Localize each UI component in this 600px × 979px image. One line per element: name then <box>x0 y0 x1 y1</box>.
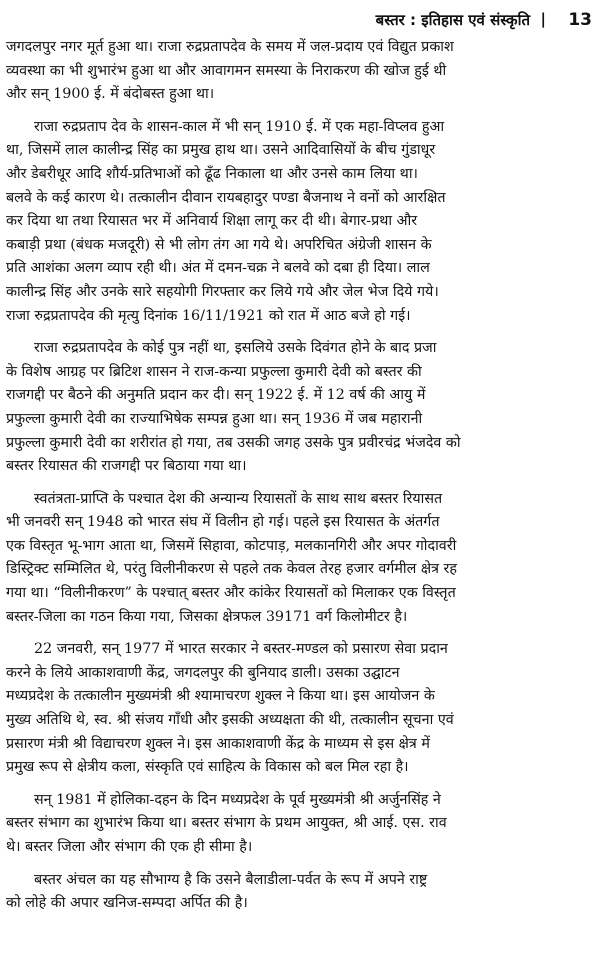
text-line: बस्तर संभाग का शुभारंभ किया था। बस्तर संभाग के प्रथम आयुक्त, श्री आई. एस. राव <box>6 815 447 832</box>
text-line: राजा रुद्रप्रतापदेव के कोई पुत्र नहीं था, इसलिये उसके दिवंगत होने के बाद प्रजा <box>34 340 437 357</box>
header-separator: | <box>540 10 546 28</box>
text-line: भी जनवरी सन् 1948 को भारत संघ में विलीन हो गई। पहले इस रियासत के अंतर्गत <box>6 514 440 531</box>
text-line: राजगद्दी पर बैठने की अनुमति प्रदान कर दी। सन् 1922 ई. में 12 वर्ष की आयु में <box>6 387 426 404</box>
text-line: प्रफुल्ला कुमारी देवी का शरीरांत हो गया, तब उसकी जगह उसके पुत्र प्रवीरचंद्र भंजदेव को <box>6 434 461 451</box>
text-line: 22 जनवरी, सन् 1977 में भारत सरकार ने बस्तर-मण्डल को प्रसारण सेवा प्रदान <box>34 641 448 658</box>
text-line: कालीन्द्र सिंह और उनके सारे सहयोगी गिरफ्तार कर लिये गये और जेल भेज दिये गये। <box>6 283 439 300</box>
page-number: 13 <box>568 10 592 30</box>
text-line: स्वतंत्रता-प्राप्ति के पश्चात देश की अन्यान्य रियासतों के साथ साथ बस्तर रियासत <box>34 490 443 507</box>
text-line: जगदलपुर नगर मूर्त हुआ था। राजा रुद्रप्रतापदेव के समय में जल-प्रदाय एवं विद्युत प्रकाश <box>6 39 454 55</box>
page-header <box>0 10 600 32</box>
paragraph-4 <box>6 488 596 630</box>
text-line: राजा रुद्रप्रताप देव के शासन-काल में भी सन् 1910 ई. में एक महा-विप्लव हुआ <box>34 118 445 135</box>
paragraph-6 <box>6 789 596 860</box>
text-line: कर दिया था तथा रियासत भर में अनिवार्य शिक्षा लागू कर दी थी। बेगार-प्रथा और <box>6 213 418 230</box>
text-line: को लोहे की अपार खनिज-सम्पदा अर्पित की है। <box>6 895 248 912</box>
text-line: बलवे के कई कारण थे। तत्कालीन दीवान रायबहादुर पण्डा बैजनाथ ने वनों को आरक्षित <box>6 189 446 206</box>
paragraph-3 <box>6 337 596 479</box>
text-line: कबाड़ी प्रथा (बंधक मजदूरी) से भी लोग तंग आ गये थे। अपरिचित अंग्रेजी शासन के <box>6 236 432 253</box>
paragraph-1 <box>6 36 596 107</box>
text-line: बस्तर-जिला का गठन किया गया, जिसका क्षेत्रफल 39171 वर्ग किलोमीटर है। <box>6 608 408 625</box>
text-line: थे। बस्तर जिला और संभाग की एक ही सीमा है। <box>6 839 253 855</box>
text-line: राजा रुद्रप्रतापदेव की मृत्यु दिनांक 16/11/1921 को रात में आठ बजे हो गई। <box>6 307 411 324</box>
paragraph-7 <box>6 869 596 916</box>
text-line: सन् 1981 में होलिका-दहन के दिन मध्यप्रदेश के पूर्व मुख्यमंत्री श्री अर्जुनसिंह ने <box>34 791 441 808</box>
text-line: मध्यप्रदेश के तत्कालीन मुख्यमंत्री श्री श्यामाचरण शुक्ल ने किया था। इस आयोजन के <box>6 688 435 705</box>
text-line: मुख्य अतिथि थे, स्व. श्री संजय गाँधी और इसकी अध्यक्षता की थी, तत्कालीन सूचना एवं <box>6 712 454 729</box>
text-line: था, जिसमें लाल कालीन्द्र सिंह का प्रमुख हाथ था। उसने आदिवासियों के बीच गुंडाधूर <box>6 142 436 159</box>
text-line: के विशेष आग्रह पर ब्रिटिश शासन ने राज-कन्या प्रफुल्ला कुमारी देवी को बस्तर की <box>6 363 422 380</box>
text-line: डिस्ट्रिक्ट सम्मिलित थे, परंतु विलीनीकरण से पहले तक केवल तेरह हजार वर्गमील क्षेत्र रह <box>6 561 457 578</box>
text-line: एक विस्तृत भू-भाग आता था, जिसमें सिहावा, कोटपाड़, मलकानगिरी और अपर गोदावरी <box>6 537 457 554</box>
text-line: करने के लिये आकाशवाणी केंद्र, जगदलपुर की बुनियाद डाली। उसका उद्घाटन <box>6 664 400 681</box>
paragraph-2 <box>6 116 596 328</box>
text-line: प्रफुल्ला कुमारी देवी का राज्याभिषेक सम्पन्न हुआ था। सन् 1936 में जब महारानी <box>6 410 423 427</box>
text-line: बस्तर अंचल का यह सौभाग्य है कि उसने बैलाडीला-पर्वत के रूप में अपने राष्ट्र <box>34 871 428 888</box>
text-line: प्रमुख रूप से क्षेत्रीय कला, संस्कृति एवं साहित्य के विकास को बल मिल रहा है। <box>6 759 409 776</box>
running-title: बस्तर : इतिहास एवं संस्कृति <box>375 11 530 29</box>
text-line: प्रति आशंका अलग व्याप रही थी। अंत में दमन-चक्र ने बलवे को दबा ही दिया। लाल <box>6 260 430 277</box>
paragraph-5 <box>6 638 596 780</box>
text-line: व्यवस्था का भी शुभारंभ हुआ था और आवागमन समस्या के निराकरण की खोज हुई थी <box>6 62 447 79</box>
text-line: गया था। “विलीनीकरण” के पश्चात् बस्तर और कांकेर रियासतों को मिलाकर एक विस्तृत <box>6 585 456 602</box>
text-line: प्रसारण मंत्री श्री विद्याचरण शुक्ल ने। इस आकाशवाणी केंद्र के माध्यम से इस क्षेत्र में <box>6 735 430 752</box>
text-line: बस्तर रियासत की राजगद्दी पर बिठाया गया था। <box>6 458 247 475</box>
page-body <box>6 36 596 916</box>
text-line: और डेबरीधूर आदि शौर्य-प्रतिभाओं को ढूँढ निकाला था और उनसे काम लिया था। <box>6 165 418 182</box>
text-line: और सन् 1900 ई. में बंदोबस्त हुआ था। <box>6 86 215 103</box>
